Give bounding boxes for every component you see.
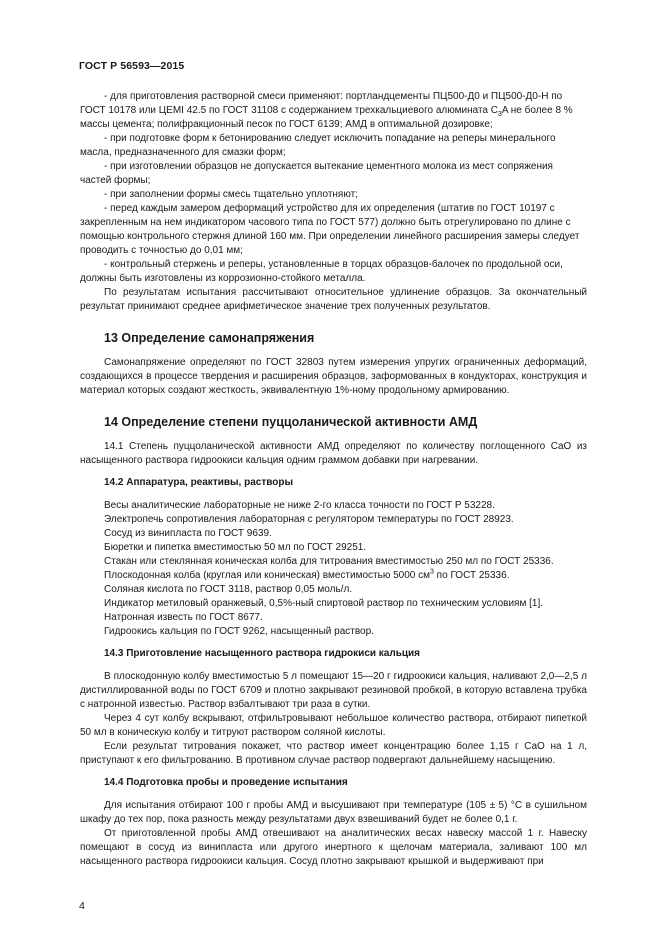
equipment-item: Натронная известь по ГОСТ 8677. [104,612,263,623]
section-14-heading: 14 Определение степени пуццоланической активности АМД [104,415,478,429]
equipment-item: Бюретки и пипетка вместимостью 50 мл по ГОСТ 29251. [104,542,367,553]
requirement-cement-milk: - при изготовлении образцов не допускается вытекание цементного молока из мест сопряжения частей формы; [80,161,553,186]
section-14-1-paragraph: 14.1 Степень пуццоланической активности АМД определяют по количеству поглощенного CaO из насыщенного раствора гидроокиси кальция одним граммом добавки при нагревании. [80,441,587,466]
result-paragraph: По результатам испытания рассчитывают относительное удлинение образцов. За окончательный результат принимают среднее арифметическое значение трех полученных результатов. [80,287,587,312]
equipment-item: Весы аналитические лабораторные не ниже 2-го класса точности по ГОСТ Р 53228. [104,500,495,511]
section-14-2-heading: 14.2 Аппаратура, реактивы, растворы [104,477,294,488]
section-14-3-paragraph-1: В плоскодонную колбу вместимостью 5 л помещают 15—20 г гидроокиси кальция, наливают 2,0—2,5 л дистиллированной воды по ГОСТ 6709 и плотно закрывают резиновой пробкой, в которую вставлена трубка с натронной известью. Раствор взбалтывают три раза в сутки. [80,671,587,710]
equipment-item: Сосуд из винипласта по ГОСТ 9639. [104,528,272,539]
section-14-3-paragraph-3: Если результат титрования покажет, что раствор имеет концентрацию более 1,15 г CaO на 1 л, приступают к его фильтрованию. В противном случае раствор подвергают дальнейшему насыщению. [80,741,587,766]
equipment-item: Плоскодонная колба (круглая или коническая) вместимостью 5000 $см^3$ по ГОСТ 25336. [104,568,510,581]
requirement-measuring-device: - перед каждым замером деформаций устройство для их определения (штатив по ГОСТ 10197 с закрепленным на нем индикатором часового типа по ГОСТ 577) должно быть отрегулировано по длине с помощью контрольного стержня длиной 160 мм. При определении линейного расширения замеры следует проводить с точностью до 0,01 мм; [80,203,580,256]
equipment-item: Индикатор метиловый оранжевый, 0,5%-ный спиртовой раствор по техническим условиям [1]. [104,598,543,609]
section-14-3-paragraph-2: Через 4 сут колбу вскрывают, отфильтровывают небольшое количество раствора, отбирают пипеткой 50 мл в коническую колбу и титруют раствором соляной кислоты. [80,713,587,738]
section-14-3-heading: 14.3 Приготовление насыщенного раствора гидрокиси кальция [104,648,421,659]
section-14-4-paragraph-2: От приготовленной пробы АМД отвешивают на аналитических весах навеску массой 1 г. Навеску помещают в сосуд из винипласта или другого инертного к щелочам материала, заливают 100 мл насыщенного раствора гидроокиси кальция. Сосуд плотно закрывают крышкой и выдерживают при [80,828,587,867]
requirement-rod-reperes: - контрольный стержень и реперы, установленные в торцах образцов-балочек по продольной оси, должны быть изготовлены из коррозионно-стойкого металла. [80,259,563,284]
section-14-4-heading: 14.4 Подготовка пробы и проведение испытания [104,777,348,788]
requirement-forms-oil: - при подготовке форм к бетонированию следует исключить попадание на реперы минерального масла, предназначенного для смазки форм; [80,133,556,158]
document-header: ГОСТ Р 56593—2015 [79,60,185,72]
requirement-compaction: - при заполнении формы смесь тщательно уплотняют; [104,189,358,200]
section-13-heading: 13 Определение самонапряжения [104,331,315,345]
page-number: 4 [79,900,85,912]
equipment-item: Соляная кислота по ГОСТ 3118, раствор 0,05 моль/л. [104,584,353,595]
equipment-list [80,499,587,639]
page-content [80,90,587,869]
equipment-item: Гидроокись кальция по ГОСТ 9262, насыщенный раствор. [104,626,374,637]
equipment-item: Стакан или стеклянная коническая колба для титрования вместимостью 250 мл по ГОСТ 25336. [104,556,554,567]
equipment-item: Электропечь сопротивления лабораторная с регулятором температуры по ГОСТ 28923. [104,514,514,525]
requirement-cement: - для приготовления растворной смеси применяют: портландцементы ПЦ500-Д0 и ПЦ500-Д0-Н по ГОСТ 10178 или ЦЕМI 42.5 по ГОСТ 31108 с содержанием трехкальциевого алюмината $C_3A$ не более 8 % массы цемента; полифракционный песок по ГОСТ 6139; АМД в оптимальной дозировке; [80,91,573,130]
section-13-paragraph: Самонапряжение определяют по ГОСТ 32803 путем измерения упругих ограниченных деформаций, создающихся в процессе твердения и расширения образцов, заформованных в кондукторах, конструкция и материал которых создают жесткость, эквивалентную 1%-ному продольному армированию. [80,357,587,396]
requirements-list [80,90,587,286]
section-14-4-paragraph-1: Для испытания отбирают 100 г пробы АМД и высушивают при температуре (105 ± 5) °С в сушильном шкафу до тех пор, пока разность между результатами двух взвешиваний будет не более 0,1 г. [80,800,587,825]
